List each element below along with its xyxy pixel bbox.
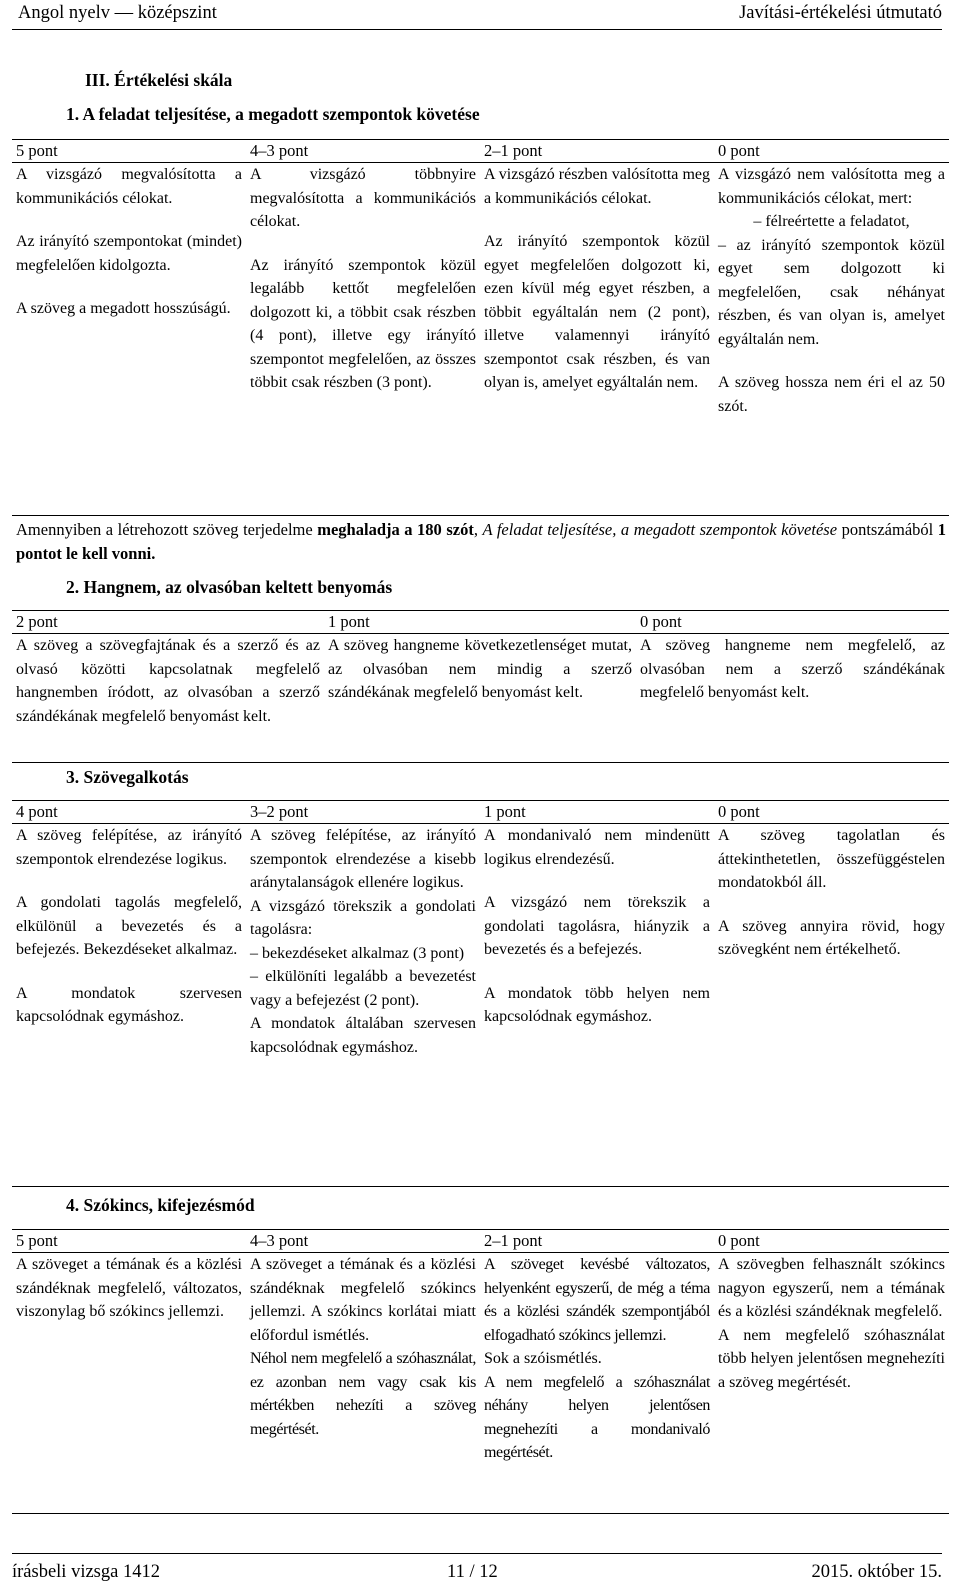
criteria-text: Az irányító szempontokat (mindet) megfelelően kidolgozta. (16, 233, 242, 274)
note-text: , (473, 520, 483, 539)
column-header: 0 pont (718, 1231, 760, 1250)
table-header-row (12, 1230, 949, 1253)
criteria-text: A szöveg hossza nem éri el az 50 szót. (718, 374, 945, 415)
criteria-text: – elkülöníti legalább a bevezetést vagy a befejezést (2 pont). (250, 968, 476, 1009)
column-header: 1 pont (328, 612, 370, 631)
table-text-composition (12, 800, 949, 1187)
table-header-row (12, 611, 949, 634)
criteria-text: A szövegben felhasznált szókincs nagyon egyszerű, nem a témának és a közlési szándéknak megfelelő. (718, 1256, 945, 1320)
criteria-cell (714, 1253, 949, 1513)
criteria-text: A szöveg felépítése, az irányító szempontok elrendezése logikus. (16, 827, 242, 868)
criteria-cell (246, 1253, 480, 1513)
footer-exam-code: írásbeli vizsga 1412 (12, 1562, 160, 1582)
page-footer (12, 1553, 942, 1590)
criteria-cell (12, 1253, 246, 1513)
criteria-text: A mondatok szervesen kapcsolódnak egymáshoz. (16, 984, 242, 1025)
criteria-cell (324, 634, 636, 762)
criteria-text: A szöveget a témának és a közlési szándéknak megfelelő szókincs jellemzi. A szókincs korlátai miatt előfordul ismétlés. (250, 1256, 476, 1344)
criteria-text: A gondolati tagolás megfelelő, elkülönül a bevezetés és a befejezés. Bekezdéseket alkalmaz. (16, 894, 242, 958)
section-2-heading: 2. Hangnem, az olvasóban keltett benyomás (66, 577, 393, 597)
criteria-text: A szöveg hangneme nem megfelelő, az olvasóban nem a szerző szándékának megfelelő benyomást kelt. (640, 637, 945, 701)
column-header: 4–3 pont (250, 1231, 309, 1250)
criteria-text: A vizsgázó nem törekszik a gondolati tagolásra, hiányzik a bevezetés és a befejezés. (484, 894, 710, 958)
section-4-heading: 4. Szókincs, kifejezésmód (66, 1195, 255, 1215)
column-header: 2 pont (16, 612, 58, 631)
section-1-heading: 1. A feladat teljesítése, a megadott szempontok követése (66, 104, 480, 124)
criteria-text: A vizsgázó megvalósította a kommunikációs célokat. (16, 166, 242, 207)
criteria-text: Az irányító szempontok közül legalább kettőt megfelelően dolgozott ki, a többit csak részben (4 pont), illetve egy irányító szempontot megfelelően, az összes többit csak részben (3 pont). (250, 256, 476, 391)
criteria-text: A nem megfelelő a szóhasználat néhány helyen jelentősen megnehezíti a mondanivaló megértését. (484, 1373, 710, 1461)
column-header: 4–3 pont (250, 141, 309, 160)
criteria-cell (480, 163, 714, 515)
criteria-cell (480, 824, 714, 1186)
criteria-cell (246, 824, 480, 1186)
criteria-text: A szöveg felépítése, az irányító szempontok elrendezése a kisebb aránytalanságok ellenére logikus. (250, 827, 476, 891)
criteria-cell (12, 634, 324, 762)
note-text: pontszámából (837, 520, 938, 539)
criteria-text: A szöveget a témának és a közlési szándéknak megfelelő, változatos, viszonylag bő szókincs jellemzi. (16, 1256, 242, 1320)
criteria-cell (714, 163, 949, 515)
table-header-row (12, 801, 949, 824)
criteria-text: A vizsgázó törekszik a gondolati tagolásra: (250, 897, 476, 938)
criteria-text: – félreértette a feladatot, (753, 213, 910, 230)
criteria-text: A vizsgázó nem valósította meg a kommunikációs célokat, mert: (718, 166, 945, 207)
criteria-text: A mondatok több helyen nem kapcsolódnak egymáshoz. (484, 984, 710, 1025)
note-text: Amennyiben a létrehozott szöveg terjedelme (16, 520, 318, 539)
section-3-heading: 3. Szövegalkotás (66, 767, 189, 787)
criteria-text: A vizsgázó többnyire megvalósította a kommunikációs célokat. (250, 166, 476, 230)
criteria-cell (714, 824, 949, 1186)
criteria-text: A mondatok általában szervesen kapcsolódnak egymáshoz. (250, 1015, 476, 1056)
column-header: 2–1 pont (484, 1231, 543, 1250)
note-bold: meghaladja a 180 szót (317, 520, 474, 539)
table-register (12, 610, 949, 763)
footer-page-number: 11 / 12 (447, 1562, 498, 1582)
criteria-cell (480, 1253, 714, 1513)
criteria-cell (636, 634, 949, 762)
criteria-text: A szöveg a szövegfajtának és a szerző és az olvasó közötti kapcsolatnak megfelelő hangnemben íródott, az olvasóban a szerző szándékának megfelelő benyomást kelt. (16, 637, 320, 725)
criteria-text: A szöveg annyira rövid, hogy szövegként nem értékelhető. (718, 917, 945, 958)
criteria-text: Az irányító szempontok közül egyet megfelelően dolgozott ki, ezen kívül még egyet részben, a többit egyáltalán nem (2 pont), illetve valamennyi irányító szempontot csak részben, és van olyan is, amelyet egyáltalán nem. (484, 233, 710, 391)
criteria-text: Sok a szóismétlés. (484, 1350, 602, 1367)
column-header: 5 pont (16, 141, 58, 160)
page-title: III. Értékelési skála (85, 70, 233, 90)
column-header: 4 pont (16, 802, 58, 821)
header-doc-title: Javítási-értékelési útmutató (739, 3, 942, 23)
table-header-row (12, 140, 949, 163)
header-subject: Angol nyelv — középszint (18, 3, 217, 23)
column-header: 0 pont (718, 141, 760, 160)
note-bold: 1 pontot le kell vonni. (16, 520, 947, 563)
table-task-completion (12, 139, 949, 516)
column-header: 2–1 pont (484, 141, 543, 160)
footer-date: 2015. október 15. (811, 1562, 942, 1582)
column-header: 5 pont (16, 1231, 58, 1250)
criteria-text: A mondanivaló nem mindenütt logikus elrendezésű. (484, 827, 710, 868)
deduction-note (16, 518, 946, 566)
criteria-text: – az irányító szempontok közül egyet sem dolgozott ki megfelelően, csak néhányat részben, és van olyan is, amelyet egyáltalán nem. (718, 236, 945, 348)
criteria-text: A szöveg hangneme következetlenséget mutat, az olvasóban nem mindig a szerző szándékának megfelelő benyomást kelt. (328, 637, 632, 701)
column-header: 1 pont (484, 802, 526, 821)
note-italic: A feladat teljesítése, a megadott szempontok követése (482, 520, 838, 539)
criteria-text: A szöveget kevésbé változatos, helyenként egyszerű, de még a téma és a közlési szándék szempontjából elfogadható szókincs jellemzi. (484, 1256, 710, 1344)
criteria-text: A vizsgázó részben valósította meg a kommunikációs célokat. (484, 166, 710, 207)
criteria-text: A nem megfelelő szóhasználat több helyen jelentősen megnehezíti a szöveg megértését. (718, 1326, 945, 1391)
table-vocabulary (12, 1229, 949, 1514)
criteria-text: A szöveg a megadott hosszúságú. (16, 300, 231, 317)
criteria-cell (246, 163, 480, 515)
criteria-cell (12, 824, 246, 1186)
criteria-text: A szöveg tagolatlan és áttekinthetetlen, összefüggéstelen mondatokból áll. (718, 827, 945, 891)
column-header: 0 pont (718, 802, 760, 821)
column-header: 0 pont (640, 612, 682, 631)
criteria-text: – bekezdéseket alkalmaz (3 pont) (250, 944, 465, 962)
criteria-text: Néhol nem megfelelő a szóhasználat, ez azonban nem vagy csak kis mértékben nehezíti a szöveg megértését. (250, 1350, 476, 1438)
criteria-cell (12, 163, 246, 515)
page-header (12, 0, 942, 30)
column-header: 3–2 pont (250, 802, 309, 821)
